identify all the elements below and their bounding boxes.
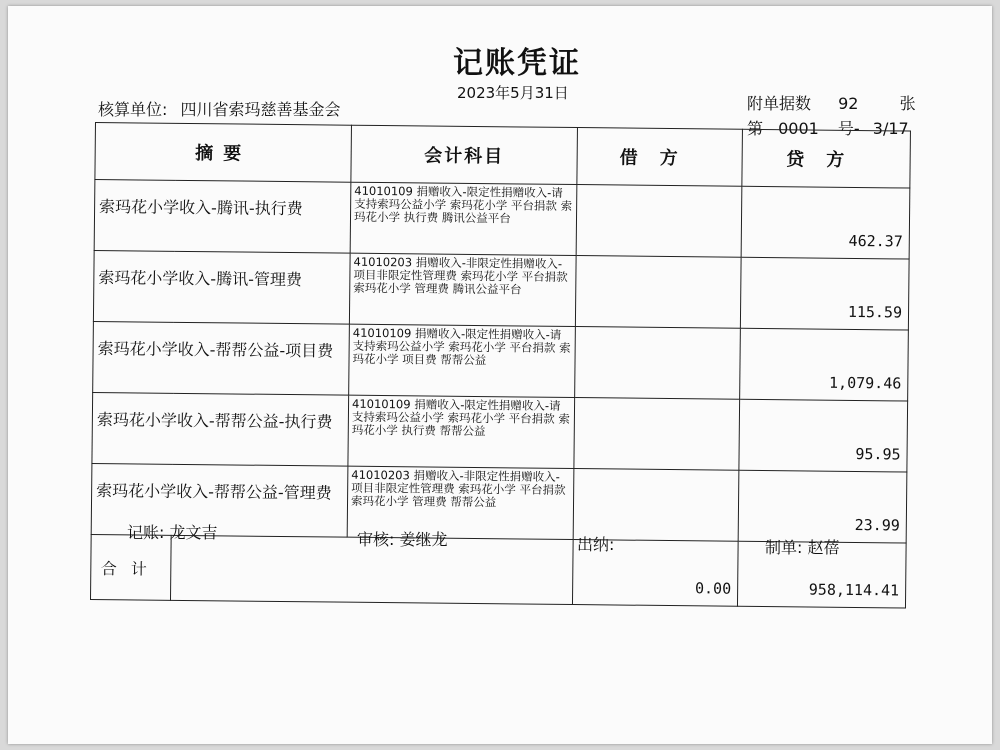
row-account: 41010203 捐赠收入-非限定性捐赠收入-项目非限定性管理费 索玛花小学 平台捐款 索玛花小学 管理费 腾讯公益平台: [349, 253, 576, 326]
row-account: 41010109 捐赠收入-限定性捐赠收入-请支持索玛公益小学 索玛花小学 平台捐款 索玛花小学 项目费 帮帮公益: [349, 324, 576, 397]
voucher-number-mid: 号-: [837, 119, 860, 138]
total-label: 合计: [90, 534, 171, 600]
accounting-unit-value: 四川省索玛慈善基金会: [180, 100, 341, 119]
table-row: [92, 392, 908, 472]
row-summary: 索玛花小学收入-帮帮公益-执行费: [92, 392, 349, 466]
cashier-signature: 出纳:: [577, 535, 615, 554]
voucher-date: 2023年5月31日: [457, 84, 569, 102]
row-debit: [576, 185, 742, 258]
voucher-number-prefix: 第: [747, 119, 764, 138]
row-summary: 索玛花小学收入-腾讯-执行费: [94, 180, 351, 254]
header-credit: 贷方: [742, 129, 911, 188]
reviewer-signature: 审核: 姜继龙: [357, 530, 448, 549]
header-debit: 借方: [577, 128, 743, 187]
voucher-page: 3/17: [872, 119, 909, 138]
attachment-count: [747, 91, 916, 114]
header-summary: 摘要: [95, 123, 352, 183]
row-credit: 95.95: [739, 399, 908, 472]
row-credit: 115.59: [740, 257, 909, 330]
row-credit: 462.37: [741, 186, 910, 259]
row-summary: 索玛花小学收入-帮帮公益-项目费: [93, 321, 350, 395]
row-credit: 1,079.46: [740, 328, 909, 401]
bookkeeper-signature: 记账: 龙文吉: [127, 523, 218, 542]
total-credit: 958,114.41: [737, 541, 906, 608]
table-row: [93, 321, 909, 401]
header-account: 会计科目: [351, 125, 578, 184]
table-row: [94, 180, 910, 260]
preparer-signature: 制单: 赵蓓: [765, 538, 840, 557]
row-summary: 索玛花小学收入-腾讯-管理费: [93, 250, 350, 324]
row-account: 41010109 捐赠收入-限定性捐赠收入-请支持索玛公益小学 索玛花小学 平台捐款 索玛花小学 执行费 帮帮公益: [348, 395, 575, 468]
attachment-label: 附单据数: [747, 94, 812, 113]
accounting-unit-label: 核算单位:: [98, 100, 168, 119]
voucher-title: 记账凭证: [453, 46, 581, 81]
attachment-suffix: 张: [899, 94, 916, 113]
row-debit: [573, 469, 739, 542]
voucher-number-value: 0001: [778, 119, 819, 138]
row-account: 41010203 捐赠收入-非限定性捐赠收入-项目非限定性管理费 索玛花小学 平台捐款 索玛花小学 管理费 帮帮公益: [347, 466, 574, 539]
table-row: [93, 250, 909, 330]
header-row: [95, 123, 911, 189]
row-debit: [574, 398, 740, 471]
total-debit: 0.00: [572, 540, 738, 607]
row-debit: [575, 327, 741, 400]
attachment-number: 92: [838, 94, 859, 113]
row-debit: [575, 256, 741, 329]
row-summary: 索玛花小学收入-帮帮公益-管理费: [91, 463, 348, 537]
row-credit: 23.99: [738, 470, 907, 543]
row-account: 41010109 捐赠收入-限定性捐赠收入-请支持索玛公益小学 索玛花小学 平台捐款 索玛花小学 执行费 腾讯公益平台: [350, 182, 577, 255]
accounting-unit: [98, 97, 341, 120]
